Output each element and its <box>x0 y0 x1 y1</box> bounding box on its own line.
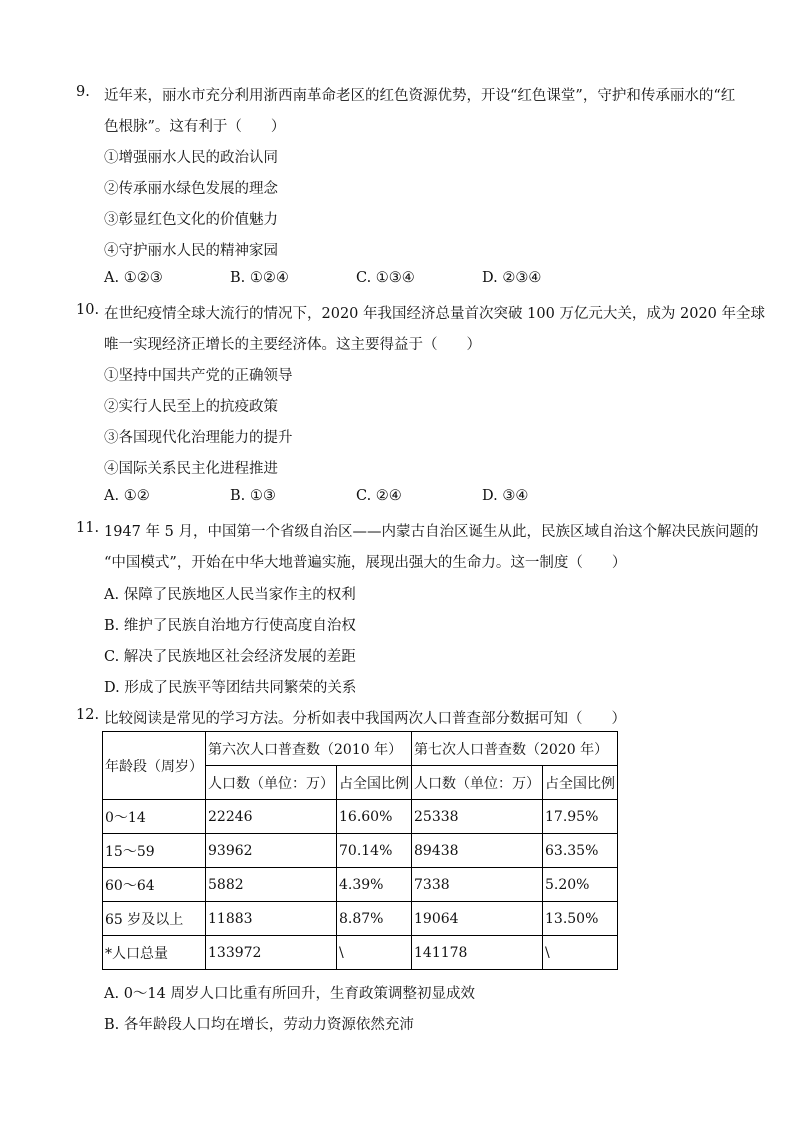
table-cell: 13.50% <box>543 902 618 936</box>
statement: ④守护丽水人民的精神家园 <box>104 243 278 259</box>
option-a[interactable]: A. ①②③ <box>104 270 163 286</box>
option-b[interactable]: B. ①②④ <box>230 270 289 286</box>
option-a[interactable]: A. 保障了民族地区人民当家作主的权利 <box>104 587 356 603</box>
table-cell: 5882 <box>206 868 337 902</box>
census7-header-cell: 第七次人口普查数（2020 年） <box>412 732 618 766</box>
table-cell: 141178 <box>412 936 543 970</box>
option-c[interactable]: C. ②④ <box>356 488 402 504</box>
option-a[interactable]: A. ①② <box>104 488 150 504</box>
table-cell: 133972 <box>206 936 337 970</box>
table-row <box>103 834 618 868</box>
table-cell: 11883 <box>206 902 337 936</box>
table-cell: 4.39% <box>337 868 412 902</box>
question-text-line: 唯一实现经济正增长的主要经济体。这主要得益于（ ） <box>104 337 481 353</box>
table-cell: 63.35% <box>543 834 618 868</box>
option-d[interactable]: D. ③④ <box>482 488 529 504</box>
statement: ④国际关系民主化进程推进 <box>104 461 278 477</box>
table-cell: 17.95% <box>543 800 618 834</box>
statement: ③各国现代化治理能力的提升 <box>104 430 293 446</box>
pop-header-cell: 人口数（单位：万） <box>412 766 543 800</box>
question-text-line: 在世纪疫情全球大流行的情况下，2020 年我国经济总量首次突破 100 万亿元大关，成为 2020 年全球 <box>104 306 766 322</box>
statement: ①增强丽水人民的政治认同 <box>104 150 278 166</box>
table-cell: 89438 <box>412 834 543 868</box>
table-cell: 65 岁及以上 <box>103 902 206 936</box>
question-number: 9. <box>76 84 90 100</box>
table-cell: 22246 <box>206 800 337 834</box>
table-cell: *人口总量 <box>103 936 206 970</box>
table-cell: 70.14% <box>337 834 412 868</box>
statement: ②实行人民至上的抗疫政策 <box>104 399 278 415</box>
answer-options <box>104 488 704 510</box>
census-table <box>102 731 618 970</box>
option-d[interactable]: D. ②③④ <box>482 270 542 286</box>
census6-header-cell: 第六次人口普查数（2010 年） <box>206 732 412 766</box>
question-number: 11. <box>76 520 100 536</box>
option-a[interactable]: A. 0～14 周岁人口比重有所回升，生育政策调整初显成效 <box>104 986 475 1002</box>
option-c[interactable]: C. 解决了民族地区社会经济发展的差距 <box>104 649 356 665</box>
table-cell: 0～14 <box>103 800 206 834</box>
question-text-line: 色根脉”。这有利于（ ） <box>104 119 286 135</box>
table-cell: 60～64 <box>103 868 206 902</box>
table-cell: 93962 <box>206 834 337 868</box>
ratio-header-cell: 占全国比例 <box>337 766 412 800</box>
table-row <box>103 936 618 970</box>
age-header-cell: 年龄段（周岁） <box>103 732 206 800</box>
option-b[interactable]: B. 维护了民族自治地方行使高度自治权 <box>104 618 356 634</box>
table-cell: 25338 <box>412 800 543 834</box>
table-cell: 8.87% <box>337 902 412 936</box>
table-row <box>103 868 618 902</box>
table-cell: 5.20% <box>543 868 618 902</box>
option-b[interactable]: B. ①③ <box>230 488 276 504</box>
question-text-line: 1947 年 5 月，中国第一个省级自治区——内蒙古自治区诞生从此，民族区域自治这个解决民族问题的 <box>104 524 759 540</box>
table-row <box>103 902 618 936</box>
table-header-row <box>103 732 618 766</box>
table-row <box>103 800 618 834</box>
statement: ②传承丽水绿色发展的理念 <box>104 181 278 197</box>
question-number: 10. <box>76 302 100 318</box>
question-number: 12. <box>76 707 100 723</box>
option-c[interactable]: C. ①③④ <box>356 270 415 286</box>
statement: ①坚持中国共产党的正确领导 <box>104 368 293 384</box>
question-text-line: 比较阅读是常见的学习方法。分析如表中我国两次人口普查部分数据可知（ ） <box>104 711 626 727</box>
ratio-header-cell: 占全国比例 <box>543 766 618 800</box>
answer-options <box>104 270 704 292</box>
question-text-line: “中国模式”，开始在中华大地普遍实施，展现出强大的生命力。这一制度（ ） <box>104 555 627 571</box>
pop-header-cell: 人口数（单位：万） <box>206 766 337 800</box>
table-cell: 16.60% <box>337 800 412 834</box>
table-cell: 19064 <box>412 902 543 936</box>
table-cell: 15～59 <box>103 834 206 868</box>
table-cell: 7338 <box>412 868 543 902</box>
option-d[interactable]: D. 形成了民族平等团结共同繁荣的关系 <box>104 680 357 696</box>
table-cell: \ <box>337 936 412 970</box>
option-b[interactable]: B. 各年龄段人口均在增长，劳动力资源依然充沛 <box>104 1017 414 1033</box>
statement: ③彰显红色文化的价值魅力 <box>104 212 278 228</box>
question-text-line: 近年来，丽水市充分利用浙西南革命老区的红色资源优势，开设“红色课堂”，守护和传承丽水的“红 <box>104 88 736 104</box>
table-cell: \ <box>543 936 618 970</box>
